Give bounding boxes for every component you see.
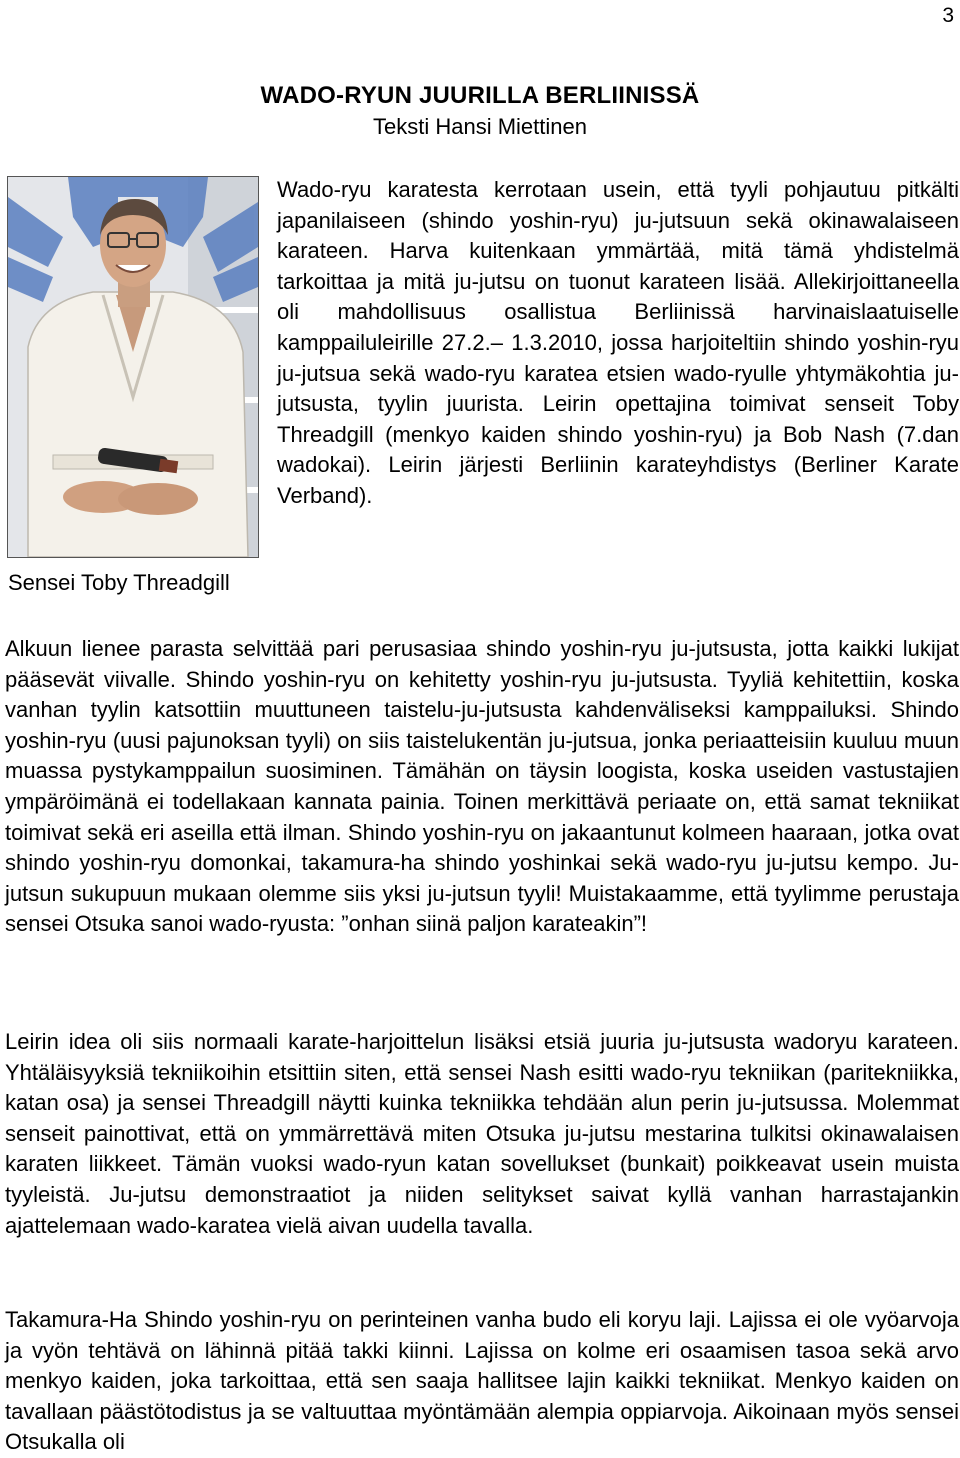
sensei-photo — [7, 176, 259, 558]
body-paragraph: Leirin idea oli siis normaali karate-harjoittelun lisäksi etsiä juuria ju-jutsusta wadoryu karateen. Yhtäläisyyksiä tekniikoihin etsittiin siten, että sensei Nash esitti wado-ryu tekniikan (paritekniikka, katan osa) ja sensei Threadgill näytti kuinka tekniikka tehdään alun perin ju-jutsussa. Molemmat senseit painottivat, että on ymmärrettävä miten Otsuka ju-jutsu mestarina tulkitsi okinawalaisen karaten liikkeet. Tämän vuoksi wado-ryun katan sovellukset (bunkait) poikkeavat usein muista tyyleistä. Ju-jutsu demonstraatiot ja niiden selitykset saivat kyllä vanhan harrastajankin ajattelemaan wado-karatea vielä aivan uudella tavalla. — [5, 1029, 959, 1238]
page-number: 3 — [942, 4, 954, 27]
article-byline: Teksti Hansi Miettinen — [373, 114, 587, 139]
body-paragraph: Takamura-Ha Shindo yoshin-ryu on perinteinen vanha budo eli koryu laji. Lajissa ei ole vyöarvoja ja vyön tehtävä on lähinnä pitää takki kiinni. Lajissa on kolme eri osaamisen tasoa sekä arvo menkyo kaiden, joka tarkoittaa, että sen saaja hallitsee lajin kaikki tekniikat. Menkyo kaiden on tavallaan päästötodistus ja se valtuuttaa myöntämään alempia oppiarvoja. Aikoinaan myös sensei Otsukalla oli — [5, 1307, 959, 1455]
intro-paragraph: Wado-ryu karatesta kerrotaan usein, että tyyli pohjautuu pitkälti japanilaiseen (shindo yoshin-ryu) ju-jutsuun sekä okinawalaiseen karateen. Harva kuitenkaan ymmärtää, mitä tämä yhdistelmä tarkoittaa ja mitä ju-jutsu on tuonut karateen lisää. Allekirjoittaneella oli mahdollisuus osallistua Berliinissä harvinaislaatuiselle kamppailuleirille 27.2.– 1.3.2010, jossa harjoiteltiin shindo yoshin-ryu ju-jutsua sekä wado-ryu karatea etsien wado-ryulle yhtymäkohtia ju-jutsusta, tyylin juurista. Leirin opettajina toimivat senseit Toby Threadgill (menkyo kaiden shindo yoshin-ryu) ja Bob Nash (7.dan wadokai). Leirin järjesti Berliinin karateyhdistys (Berliner Karate Verband). — [277, 177, 959, 508]
body-paragraph: Alkuun lienee parasta selvittää pari perusasiaa shindo yoshin-ryu ju-jutsusta, jotta kaikki lukijat pääsevät viivalle. Shindo yoshin-ryu on kehitetty yoshin-ryu ju-jutsusta. Tyyliä kehitettiin, koska vanhan tyylin katsottiin muuttuneen taistelu-ju-jutsusta kahdenväliseksi kamppailuksi. Shindo yoshin-ryu (uusi pajunoksan tyyli) on siis taistelukentän ju-jutsua, jonka periaatteisiin kuuluu muun muassa pystykamppailun suosiminen. Tämähän on täysin loogista, koska useiden vastustajien ympäröimänä ei todellakaan kannata painia. Toinen merkittävä periaate on, että samat tekniikat toimivat sekä eri aseilla että ilman. Shindo yoshin-ryu on jakaantunut kolmeen haaraan, jotka ovat shindo yoshin-ryu domonkai, takamura-ha shindo yoshinkai sekä wado-ryu ju-jutsu kempo. Ju-jutsun sukupuun mukaan olemme siis yksi ju-jutsun tyyli! Muistakaamme, että tyylimme perustaja sensei Otsuka sanoi wado-ryusta: ”onhan siinä paljon karateakin”! — [5, 636, 959, 937]
photo-caption: Sensei Toby Threadgill — [8, 570, 230, 595]
article-title: WADO-RYUN JUURILLA BERLIINISSÄ — [260, 82, 700, 109]
